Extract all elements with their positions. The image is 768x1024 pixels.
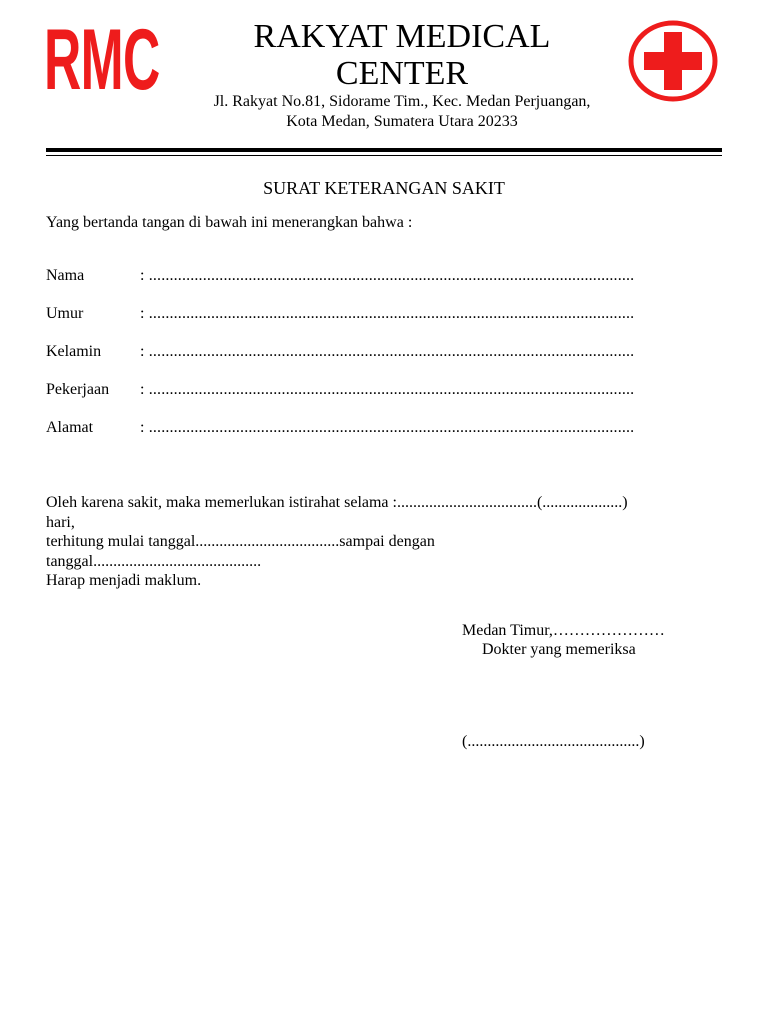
place-date: Medan Timur,………………… <box>462 622 665 639</box>
field-row-alamat <box>46 418 634 438</box>
field-label: Alamat <box>46 419 94 436</box>
statement-line-3: terhitung mulai tanggal....................................sampai dengan <box>46 533 435 550</box>
field-label: Kelamin <box>46 343 102 360</box>
field-value-line: : ..................................................................................................................... <box>140 381 635 398</box>
field-value-line: : ..................................................................................................................... <box>140 305 635 322</box>
statement-line-1: Oleh karena sakit, maka memerlukan istirahat selama :...................................(....................) <box>46 494 628 511</box>
address-line-2: Kota Medan, Sumatera Utara 20233 <box>286 113 518 130</box>
header-divider-thin <box>46 155 722 156</box>
field-value-line: : ..................................................................................................................... <box>140 419 635 436</box>
field-row-umur <box>46 304 634 324</box>
field-row-pekerjaan <box>46 380 634 400</box>
address-line-1: Jl. Rakyat No.81, Sidorame Tim., Kec. Medan Perjuangan, <box>213 93 591 110</box>
field-value-line: : ..................................................................................................................... <box>140 267 635 284</box>
rmc-logo-text: RMC <box>44 12 160 108</box>
organization-name <box>200 18 604 92</box>
letter-title: SURAT KETERANGAN SAKIT <box>263 178 505 198</box>
field-row-kelamin <box>46 342 634 362</box>
signature-name-line: (...........................................) <box>462 733 645 750</box>
field-value-line: : ..................................................................................................................... <box>140 343 635 360</box>
org-name-line-2: CENTER <box>335 55 469 92</box>
field-label: Nama <box>46 267 85 284</box>
red-cross-icon <box>628 20 718 102</box>
field-label: Pekerjaan <box>46 381 110 398</box>
statement-paragraph <box>46 493 726 591</box>
field-label: Umur <box>46 305 84 322</box>
doctor-title: Dokter yang memeriksa <box>482 641 636 658</box>
address <box>150 92 654 132</box>
header-divider-thick <box>46 148 722 152</box>
field-row-nama <box>46 266 634 286</box>
intro-text: Yang bertanda tangan di bawah ini menerangkan bahwa : <box>46 214 413 231</box>
org-name-line-1: RAKYAT MEDICAL <box>253 18 551 55</box>
statement-line-4: tanggal.......................................... <box>46 552 262 570</box>
statement-line-5: Harap menjadi maklum. <box>46 572 202 589</box>
statement-line-2: hari, <box>46 513 75 531</box>
